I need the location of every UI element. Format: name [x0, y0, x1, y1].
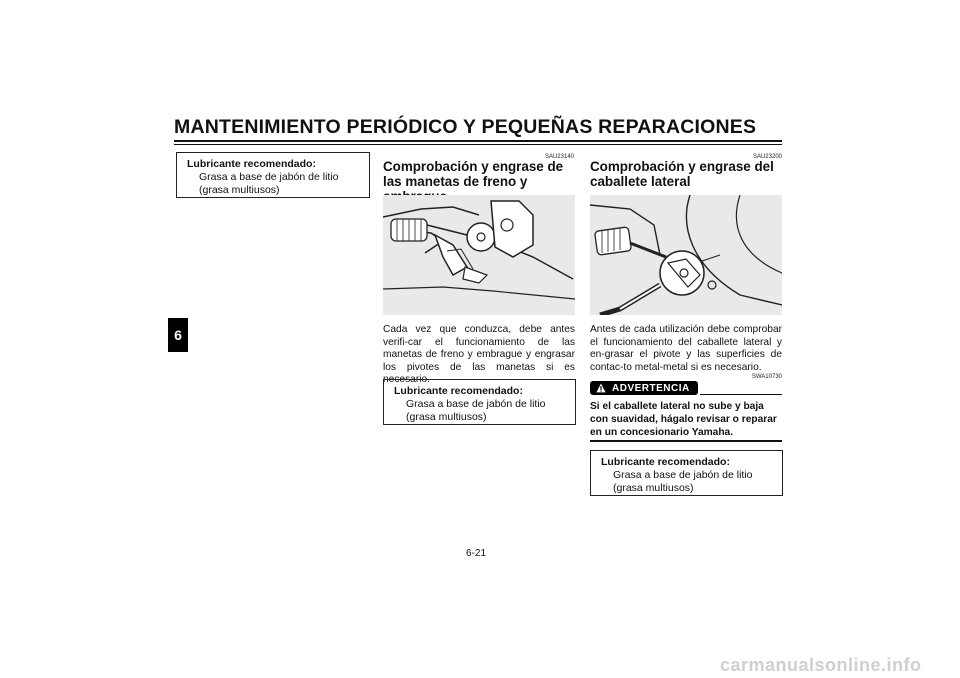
section-code: SAU23200 — [752, 154, 782, 160]
left-lubricant-box — [176, 152, 370, 198]
page-header-title: MANTENIMIENTO PERIÓDICO Y PEQUEÑAS REPARACIONES — [174, 116, 757, 138]
warning-label: ADVERTENCIA — [612, 382, 690, 394]
section-title-sidestand: Comprobación y engrase del caballete lateral — [590, 159, 774, 189]
lubricant-label: Lubricante recomendado: — [394, 385, 523, 397]
warning-rule — [700, 394, 782, 395]
warning-triangle-icon — [596, 383, 606, 393]
lubricant-text: Grasa a base de jabón de litio (grasa multiusos) — [613, 469, 753, 494]
section-code: SAU23140 — [544, 154, 574, 160]
brake-lever-figure — [383, 195, 575, 315]
warning-code: SWA10730 — [751, 374, 782, 380]
lubricant-text: Grasa a base de jabón de litio (grasa multiusos) — [199, 171, 339, 196]
page-number: 6-21 — [466, 548, 487, 559]
sidestand-figure — [590, 195, 782, 315]
levers-body-text: Cada vez que conduzca, debe antes verifi-car el funcionamiento de las manetas de freno y embrague y engrasar los pivotes de las manetas si es necesario. — [383, 324, 575, 386]
sidestand-illustration — [590, 195, 782, 315]
sidestand-body-text: Antes de cada utilización debe comprobar el funcionamiento del caballete lateral y en-grasar el pivote y las superficies de contac-to metal-metal si es necesario. — [590, 324, 782, 373]
warning-end-rule — [590, 440, 782, 442]
warning-text: Si el caballete lateral no sube y baja con suavidad, hágalo revisar o reparar en un concesionario Yamaha. — [590, 401, 777, 438]
header-rule-thin — [174, 144, 782, 145]
chapter-tab: 6 — [168, 318, 188, 352]
lubricant-label: Lubricante recomendado: — [601, 456, 730, 468]
watermark: carmanualsonline.info — [720, 655, 922, 675]
right-lubricant-box — [590, 450, 783, 496]
warning-badge — [590, 381, 698, 395]
header-rule — [174, 140, 782, 142]
section-title-levers: Comprobación y engrase de las manetas de freno y — [383, 159, 564, 189]
middle-lubricant-box — [383, 379, 576, 425]
lubricant-text: Grasa a base de jabón de litio (grasa multiusos) — [406, 398, 546, 423]
brake-lever-illustration — [383, 195, 575, 315]
lubricant-label: Lubricante recomendado: — [187, 158, 316, 170]
